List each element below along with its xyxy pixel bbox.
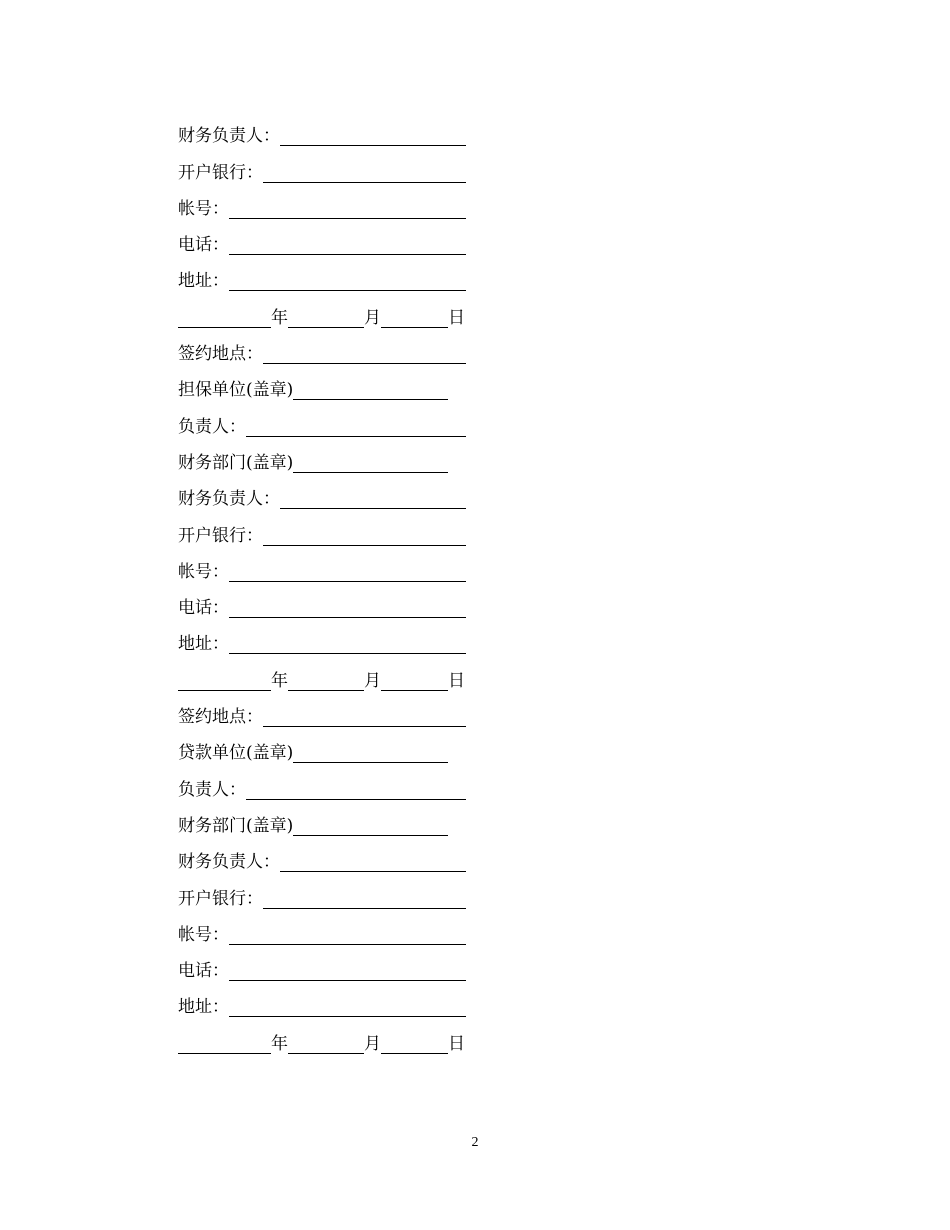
field-blank[interactable] [293, 452, 448, 473]
field-blank[interactable] [246, 779, 466, 800]
field-label: 签约地点： [178, 707, 263, 728]
field-label: 地址： [178, 271, 229, 292]
page-number: 2 [471, 1135, 479, 1150]
field-blank[interactable] [263, 525, 466, 546]
date-line [178, 294, 478, 330]
form-field-line [178, 186, 478, 222]
field-label: 负责人： [178, 779, 246, 800]
form-field-line [178, 984, 478, 1020]
day-label: 日 [448, 670, 465, 691]
field-label: 贷款单位(盖章) [178, 743, 294, 764]
month-blank[interactable] [288, 670, 364, 691]
form-field-line [178, 367, 478, 403]
month-label: 月 [364, 307, 381, 328]
field-blank[interactable] [293, 379, 448, 400]
field-blank[interactable] [229, 198, 466, 219]
field-blank[interactable] [263, 706, 466, 727]
field-blank[interactable] [263, 162, 466, 183]
form-field-line [178, 476, 478, 512]
field-blank[interactable] [229, 270, 466, 291]
form-field-line [178, 875, 478, 911]
month-label: 月 [364, 1033, 381, 1054]
field-label: 地址： [178, 634, 229, 655]
field-blank[interactable] [280, 851, 466, 872]
form-field-line [178, 803, 478, 839]
field-label: 帐号： [178, 561, 229, 582]
field-label: 帐号： [178, 924, 229, 945]
form-field-line [178, 512, 478, 548]
field-label: 财务负责人： [178, 126, 280, 147]
date-line [178, 657, 478, 693]
field-label: 财务部门(盖章) [178, 452, 294, 473]
field-label: 电话： [178, 961, 229, 982]
field-blank[interactable] [293, 815, 448, 836]
form-field-line [178, 585, 478, 621]
field-blank[interactable] [229, 996, 466, 1017]
field-label: 帐号： [178, 198, 229, 219]
year-label: 年 [271, 307, 288, 328]
field-blank[interactable] [229, 633, 466, 654]
month-blank[interactable] [288, 1033, 364, 1054]
field-blank[interactable] [280, 125, 466, 146]
field-label: 开户银行： [178, 525, 263, 546]
day-blank[interactable] [381, 670, 448, 691]
form-field-line [178, 149, 478, 185]
field-label: 电话： [178, 235, 229, 256]
field-blank[interactable] [293, 742, 448, 763]
form-field-line [178, 113, 478, 149]
month-blank[interactable] [288, 307, 364, 328]
field-label: 负责人： [178, 416, 246, 437]
form-field-line [178, 549, 478, 585]
year-label: 年 [271, 670, 288, 691]
year-blank[interactable] [178, 307, 271, 328]
day-label: 日 [448, 307, 465, 328]
field-label: 地址： [178, 997, 229, 1018]
form-field-line [178, 222, 478, 258]
date-line [178, 1020, 478, 1056]
field-blank[interactable] [229, 960, 466, 981]
field-blank[interactable] [280, 488, 466, 509]
form-field-line [178, 912, 478, 948]
field-label: 电话： [178, 598, 229, 619]
month-label: 月 [364, 670, 381, 691]
form-field-line [178, 839, 478, 875]
field-blank[interactable] [229, 597, 466, 618]
form-field-line [178, 730, 478, 766]
year-blank[interactable] [178, 670, 271, 691]
form-field-line [178, 403, 478, 439]
form-field-line [178, 331, 478, 367]
field-label: 开户银行： [178, 888, 263, 909]
field-label: 担保单位(盖章) [178, 380, 294, 401]
field-blank[interactable] [229, 234, 466, 255]
form-field-line [178, 694, 478, 730]
year-blank[interactable] [178, 1033, 271, 1054]
form-field-line [178, 440, 478, 476]
day-blank[interactable] [381, 1033, 448, 1054]
field-blank[interactable] [246, 416, 466, 437]
field-label: 开户银行： [178, 162, 263, 183]
field-blank[interactable] [263, 888, 466, 909]
field-blank[interactable] [229, 561, 466, 582]
field-blank[interactable] [263, 343, 466, 364]
field-label: 签约地点： [178, 344, 263, 365]
day-label: 日 [448, 1033, 465, 1054]
year-label: 年 [271, 1033, 288, 1054]
field-label: 财务部门(盖章) [178, 815, 294, 836]
field-label: 财务负责人： [178, 489, 280, 510]
form-field-line [178, 621, 478, 657]
form-field-line [178, 258, 478, 294]
field-label: 财务负责人： [178, 852, 280, 873]
form-lines [178, 113, 478, 1057]
form-field-line [178, 948, 478, 984]
day-blank[interactable] [381, 307, 448, 328]
field-blank[interactable] [229, 924, 466, 945]
form-field-line [178, 766, 478, 802]
